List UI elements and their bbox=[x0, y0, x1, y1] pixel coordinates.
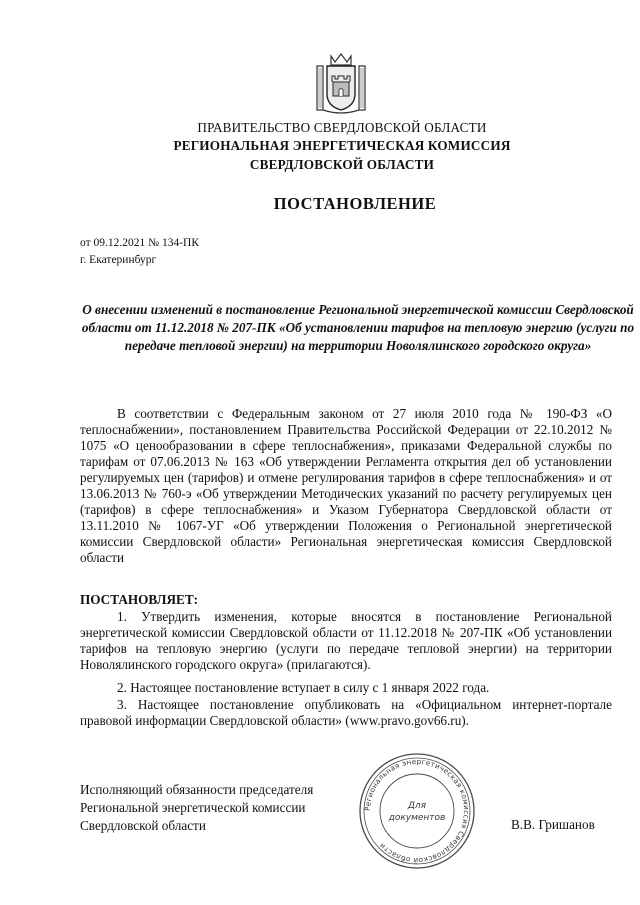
preamble-paragraph: В соответствии с Федеральным законом от 27 июля 2010 года № 190-ФЗ «О теплоснабжении», постановлением Правительства Российской Федерации от 22.10.2012 № 1075 «О ценообразовании в сфере теплоснабжения», приказами Федеральной службы по тарифам от 07.06.2013 № 163 «Об утверждении Регламента открытия дел об установлении регулируемых цен (тарифов) и отмене регулирования тарифов в сфере теплоснабжения» и от 13.06.2013 № 760-э «Об утверждении Методических указаний по расчету регулируемых цен (тарифов) в сфере теплоснабжения» и Указом Губернатора Свердловской области от 13.11.2010 № 1067-УГ «Об утверждении Положения о Региональной энергетической комиссии Свердловской области» Региональная энергетическая комиссия Свердловской области bbox=[80, 406, 612, 565]
signatory-position-line: Свердловской области bbox=[80, 818, 206, 833]
signatory-position-line: Исполняющий обязанности председателя bbox=[80, 782, 314, 797]
document-city: г. Екатеринбург bbox=[80, 254, 157, 266]
header-region: СВЕРДЛОВСКОЙ ОБЛАСТИ bbox=[249, 157, 435, 172]
document-number-date: от 09.12.2021 № 134-ПК bbox=[80, 237, 200, 249]
header-government: ПРАВИТЕЛЬСТВО СВЕРДЛОВСКОЙ ОБЛАСТИ bbox=[197, 120, 487, 135]
stamp-center-line-1: Для bbox=[407, 801, 427, 811]
resolves-heading: ПОСТАНОВЛЯЕТ: bbox=[80, 592, 199, 607]
official-seal-stamp bbox=[358, 752, 476, 870]
resolution-item-1: 1. Утвердить изменения, которые вносятся в постановление Региональной энергетической комиссии Свердловской области от 11.12.2018 № 207-ПК «Об установлении тарифов на тепловую энергию (услуги по передаче тепловой энергии) на территории Новолялинского городского округа» (прилагаются). bbox=[80, 609, 612, 672]
stamp-ring-text: Региональная энергетическая комиссия Свердловской области bbox=[362, 756, 472, 866]
signatory-name: В.В. Гришанов bbox=[511, 817, 595, 832]
stamp-center-line-2: документов bbox=[388, 813, 446, 823]
coat-of-arms-icon bbox=[315, 52, 367, 116]
signatory-position bbox=[80, 781, 313, 835]
resolution-item-2: 2. Настоящее постановление вступает в силу с 1 января 2022 года. bbox=[117, 680, 490, 695]
resolution-item-3: 3. Настоящее постановление опубликовать на «Официальном интернет-портале правовой информации Свердловской области» (www.pravo.gov66.ru). bbox=[80, 697, 612, 728]
header-commission: РЕГИОНАЛЬНАЯ ЭНЕРГЕТИЧЕСКАЯ КОМИССИЯ bbox=[173, 138, 511, 153]
document-type-title: ПОСТАНОВЛЕНИЕ bbox=[273, 194, 437, 213]
document-subject: О внесении изменений в постановление Региональной энергетической комиссии Свердловской области от 11.12.2018 № 207-ПК «Об установлении тарифов на тепловую энергию (услуги по передаче тепловой энергии) на территории Новолялинского городского округа» bbox=[81, 302, 635, 353]
signatory-position-line: Региональной энергетической комиссии bbox=[80, 800, 306, 815]
